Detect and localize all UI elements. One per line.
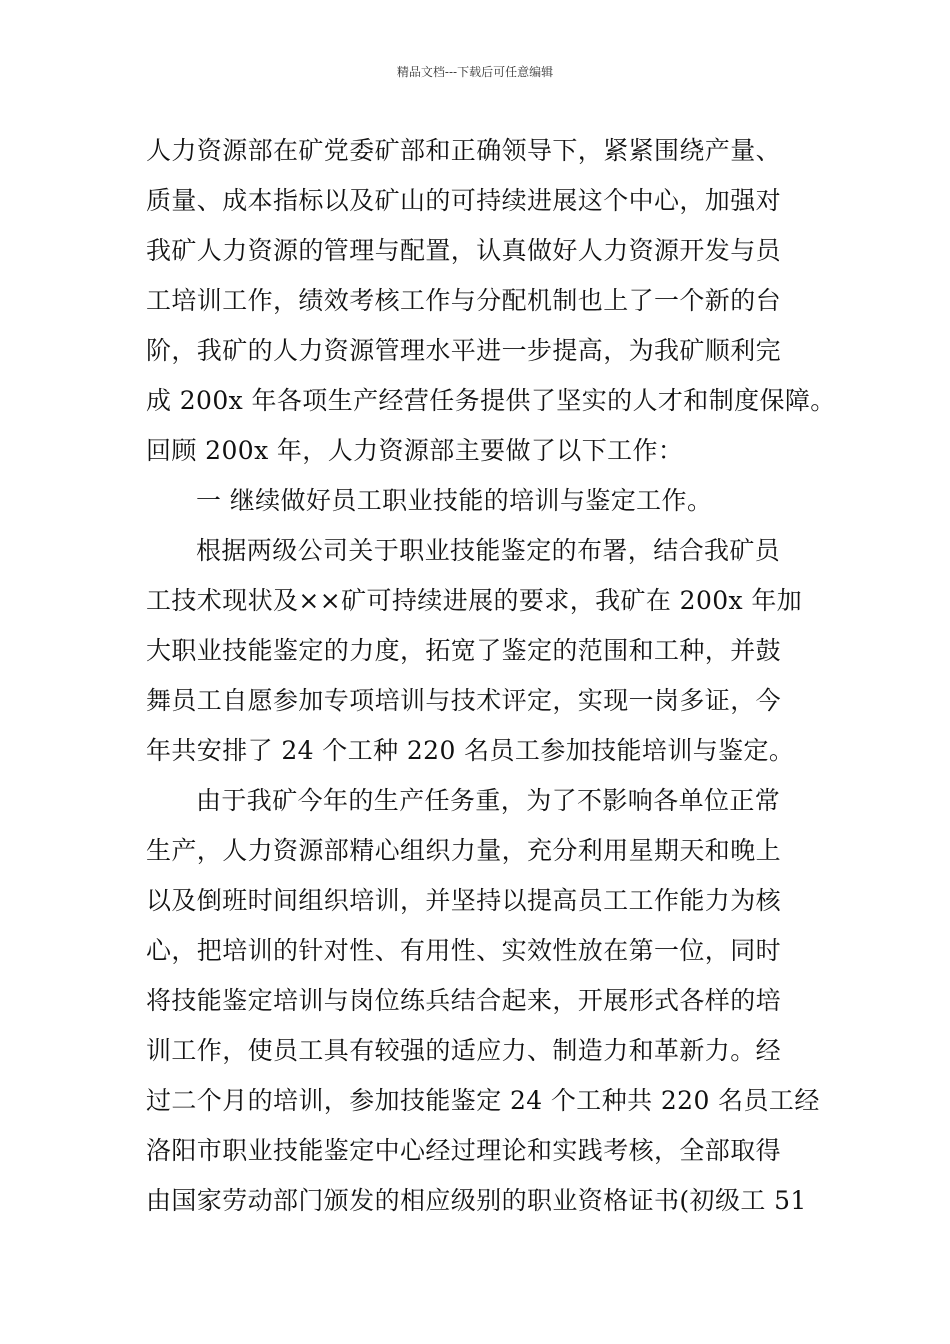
text-line: 工技术现状及××矿可持续进展的要求，我矿在 200x 年加	[146, 586, 803, 615]
text-line: 由于我矿今年的生产任务重，为了不影响各单位正常	[196, 786, 781, 815]
text-line: 生产，人力资源部精心组织力量，充分利用星期天和晚上	[146, 836, 782, 865]
text-line: 工培训工作，绩效考核工作与分配机制也上了一个新的台	[146, 286, 782, 315]
text-line: 舞员工自愿参加专项培训与技术评定，实现一岗多证，今	[146, 686, 782, 715]
text-line: 大职业技能鉴定的力度，拓宽了鉴定的范围和工种，并鼓	[146, 636, 782, 665]
page-header: 精品文档---下载后可任意编辑	[396, 65, 554, 79]
text-line: 根据两级公司关于职业技能鉴定的布署，结合我矿员	[196, 536, 781, 565]
text-line: 质量、成本指标以及矿山的可持续进展这个中心，加强对	[146, 186, 782, 215]
text-line: 人力资源部在矿党委矿部和正确领导下，紧紧围绕产量、	[146, 136, 782, 165]
text-line: 年共安排了 24 个工种 220 名员工参加技能培训与鉴定。	[146, 736, 795, 765]
text-line: 将技能鉴定培训与岗位练兵结合起来，开展形式各样的培	[146, 986, 782, 1015]
text-line: 成 200x 年各项生产经营任务提供了坚实的人才和制度保障。	[146, 386, 836, 415]
document-body	[146, 126, 836, 1226]
text-line: 过二个月的培训，参加技能鉴定 24 个工种共 220 名员工经	[146, 1086, 820, 1115]
text-line: 回顾 200x 年，人力资源部主要做了以下工作：	[146, 436, 684, 465]
text-line: 训工作，使员工具有较强的适应力、制造力和革新力。经	[146, 1036, 782, 1065]
text-line: 洛阳市职业技能鉴定中心经过理论和实践考核，全部取得	[146, 1136, 782, 1165]
text-line: 一 继续做好员工职业技能的培训与鉴定工作。	[196, 486, 713, 515]
text-line: 心，把培训的针对性、有用性、实效性放在第一位，同时	[146, 936, 782, 965]
text-line: 由国家劳动部门颁发的相应级别的职业资格证书(初级工 51	[146, 1186, 807, 1215]
text-line: 我矿人力资源的管理与配置，认真做好人力资源开发与员	[146, 236, 782, 265]
text-line: 以及倒班时间组织培训，并坚持以提高员工工作能力为核	[146, 886, 782, 915]
text-line: 阶，我矿的人力资源管理水平进一步提高，为我矿顺利完	[146, 336, 782, 365]
